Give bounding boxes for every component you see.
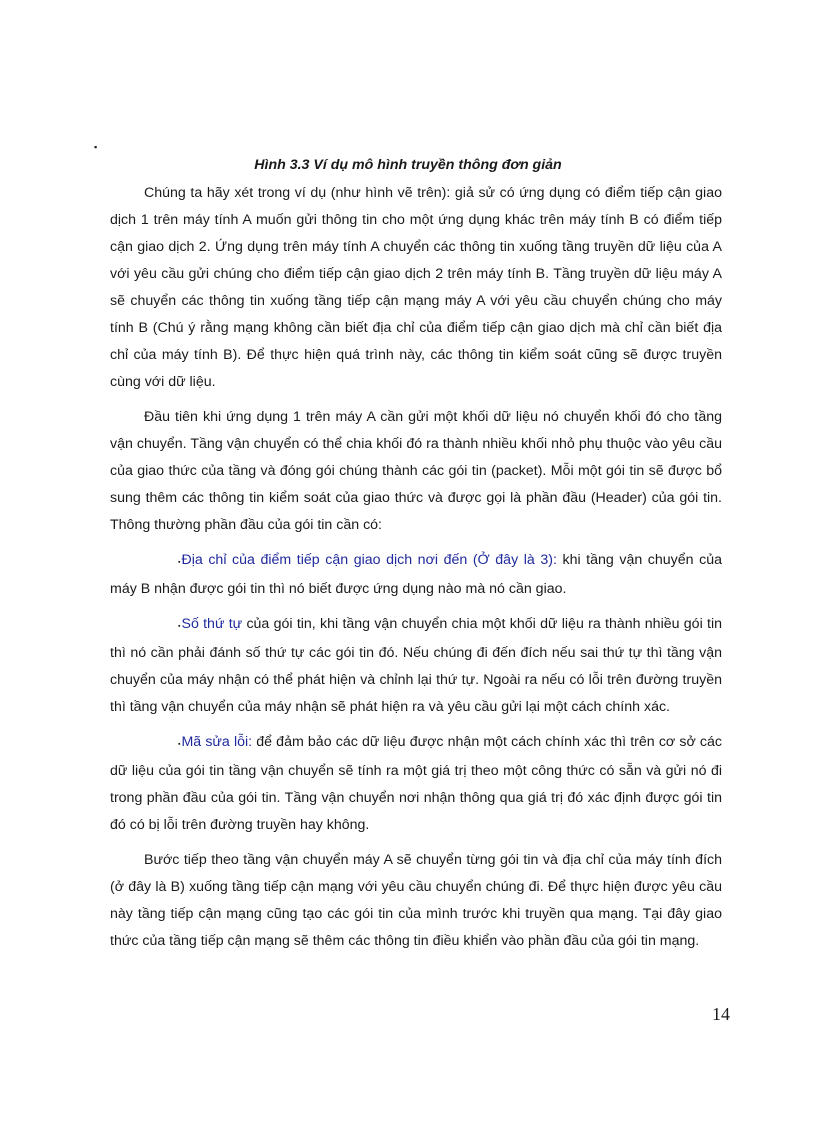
bullet-icon: ▪: [178, 623, 181, 630]
list-item-sequence: [110, 611, 722, 721]
page-number: 14: [712, 1004, 730, 1024]
list-item-checksum: [110, 729, 722, 839]
paragraph-transport: Đầu tiên khi ứng dụng 1 trên máy A cần gửi một khối dữ liệu nó chuyển khối đó cho tầng vận chuyển. Tầng vận chuyển có thể chia khối đó ra thành nhiều khối nhỏ phụ thuộc vào yêu cầu của giao thức của tầng và đóng gói chúng thành các gói tin (packet). Mỗi một gói tin sẽ được bổ sung thêm các thông tin kiểm soát của giao thức và được gọi là phần đầu (Header) của gói tin. Thông thường phần đầu của gói tin cần có:: [110, 409, 722, 533]
list-item-term: Địa chỉ của điểm tiếp cận giao dịch nơi đến (Ở đây là 3):: [181, 552, 557, 568]
bullet-icon: ▪: [178, 741, 181, 748]
document-body: [110, 180, 722, 963]
list-item-text: của gói tin, khi tầng vận chuyển chia một khối dữ liệu ra thành nhiều gói tin thì nó cần phải đánh số thứ tự các gói tin đó. Nếu chúng đi đến đích nếu sai thứ tự thì tầng vận chuyển của máy nhận có thể phát hiện và chỉnh lại thứ tự. Ngoài ra nếu có lỗi trên đường truyền thì tầng vận chuyển của máy nhận sẽ phát hiện ra và yêu cầu gửi lại một cách chính xác.: [110, 616, 722, 715]
list-item-text: khi tầng vận chuyển của máy B nhận được gói tin thì nó biết được ứng dụng nào mà nó cần giao.: [110, 552, 722, 597]
paragraph-intro: Chúng ta hãy xét trong ví dụ (như hình vẽ trên): giả sử có ứng dụng có điểm tiếp cận giao dịch 1 trên máy tính A muốn gửi thông tin cho một ứng dụng khác trên máy tính B có điểm tiếp cận giao dịch 2. Ứng dụng trên máy tính A chuyển các thông tin xuống tầng truyền dữ liệu của A với yêu cầu gửi chúng cho điểm tiếp cận giao dịch 2 trên máy tính B. Tầng truyền dữ liệu máy A sẽ chuyển các thông tin xuống tầng tiếp cận mạng máy A với yêu cầu chuyển chúng cho máy tính B (Chú ý rằng mạng không cần biết địa chỉ của điểm tiếp cận giao dịch mà chỉ cần biết địa chỉ của máy tính B). Để thực hiện quá trình này, các thông tin kiểm soát cũng sẽ được truyền cùng với dữ liệu.: [110, 185, 722, 390]
list-item-address: [110, 547, 722, 603]
paragraph-closing: Bước tiếp theo tầng vận chuyển máy A sẽ chuyển từng gói tin và địa chỉ của máy tính đích (ở đây là B) xuống tầng tiếp cận mạng với yêu cầu chuyển chúng đi. Để thực hiện được yêu cầu này tầng tiếp cận mạng cũng tạo các gói tin của mình trước khi truyền qua mạng. Tại đây giao thức của tầng tiếp cận mạng sẽ thêm các thông tin điều khiển vào phần đầu của gói tin mạng.: [110, 852, 722, 949]
list-item-term: Số thứ tự: [181, 616, 243, 632]
bullet-icon: ▪: [178, 559, 181, 566]
bullet-marker: ▪: [94, 142, 98, 152]
list-item-text: để đảm bảo các dữ liệu được nhận một cách chính xác thì trên cơ sở các dữ liệu của gói tin tầng vận chuyển sẽ tính ra một giá trị theo một công thức có sẵn và gửi nó đi trong phần đầu của gói tin. Tầng vận chuyển nơi nhận thông qua giá trị đó xác định được gói tin đó có bị lỗi trên đường truyền hay không.: [110, 734, 722, 833]
list-item-term: Mã sửa lỗi:: [181, 734, 253, 750]
figure-caption: Hình 3.3 Ví dụ mô hình truyền thông đơn giản: [254, 157, 562, 173]
